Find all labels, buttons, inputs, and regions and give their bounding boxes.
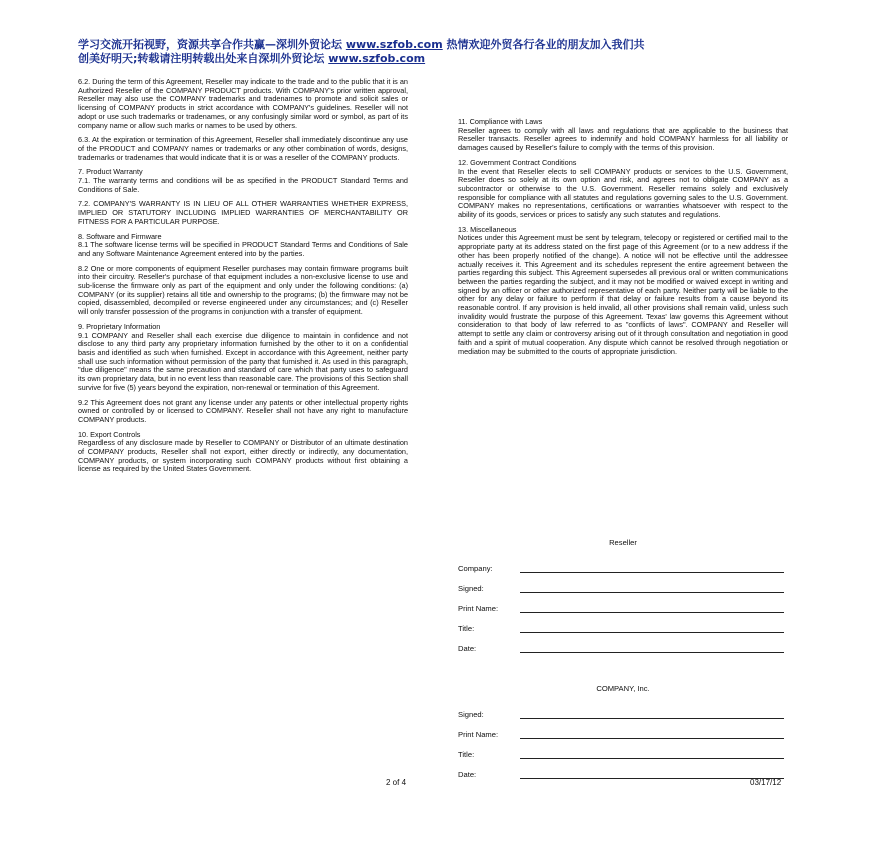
- reseller-signature-block: [458, 538, 788, 653]
- clause-7-2: 7.2. COMPANY'S WARRANTY IS IN LIEU OF ALL OTHER WARRANTIES WHETHER EXPRESS, IMPLIED OR STATUTORY INCLUDING IMPLIED WARRANTIES OF MERCHANTABILITY OR FITNESS FOR A PARTICULAR PURPOSE.: [78, 199, 408, 226]
- clause-11: Reseller agrees to comply with all laws and regulations that are applicable to the business that Reseller transacts. Reseller agrees to indemnify and hold COMPANY harmless for all liability or damages caused by Reseller's failure to comply with the terms of this provision.: [458, 125, 788, 153]
- company-title-row[interactable]: [458, 739, 788, 759]
- clause-7-1: 7.1. The warranty terms and conditions will be as specified in the PRODUCT Standard Terms and Conditions of Sale.: [78, 176, 408, 194]
- heading-10: 10. Export Controls: [78, 429, 141, 439]
- heading-12: 12. Government Contract Conditions: [458, 157, 577, 167]
- signature-line[interactable]: [520, 582, 784, 593]
- reseller-title: Reseller: [609, 538, 637, 547]
- signature-line[interactable]: [520, 708, 784, 719]
- heading-8: 8. Software and Firmware: [78, 231, 162, 241]
- reseller-title-row[interactable]: [458, 613, 788, 633]
- footer-date: 03/17/12: [750, 778, 782, 787]
- field-label: Print Name:: [458, 604, 499, 613]
- reseller-company-row[interactable]: [458, 553, 788, 573]
- banner-text-2: 创美好明天;转载请注明转载出处来自深圳外贸论坛: [78, 52, 325, 65]
- clause-12: In the event that Reseller elects to sell COMPANY products or services to the U.S. Government, Reseller does so solely at its own option and risk, and agrees not to obligate COMPANY as a subcontractor or otherwise to the U.S. Government. Reseller remains solely and exclusively responsible for compliance with all statutes and regulations governing sales to the U.S. Government. COMPANY makes no representations, certifications or warranties whatsoever with respect to the ability of its goods, services or prices to satisfy any such statutes and regulations.: [458, 166, 788, 220]
- clause-10: Regardless of any disclosure made by Reseller to COMPANY or Distributor of an ultimate destination of COMPANY products, Reseller shall not export, either directly or indirectly, any documentation, COMPANY products, or system incorporating such COMPANY products without first obtaining a license as required by the United States Government.: [78, 438, 408, 474]
- reseller-date-row[interactable]: [458, 633, 788, 653]
- heading-11: 11. Compliance with Laws: [458, 117, 543, 126]
- forum-banner: [78, 38, 798, 66]
- right-column: [458, 118, 788, 362]
- clause-13: Notices under this Agreement must be sent by telegram, telecopy or registered or certified mail to the appropriate party at its address stated on the first page of this Agreement (or to a new address if the other has been properly notified of the change). A notice will not be effective until the addressee actually receives it. This Agreement and its schedules represent the entire agreement between the parties regarding this subject. This Agreement supersedes all previous oral or written communications between the parties regarding the subject, and it may not be modified or waived except in writing and signed by an officer or other authorized representative of each party. Neither party will be liable to the other for any delay or failure to perform if that delay or failure results from a cause beyond its reasonable control. If any provision is held invalid, all other provisions shall remain valid, unless such invalidity would frustrate the purpose of this Agreement. Texas' law governs this Agreement without consideration to that body of law referred to as "conflicts of laws". COMPANY and Reseller will attempt to settle any claim or controversy arising out of it through consultation and negotiation in good faith and a spirit of mutual cooperation. Any dispute which cannot be resolved through negotiation or mediation may be submitted to the courts of appropriate jurisdiction.: [458, 233, 788, 356]
- field-label: Signed:: [458, 584, 484, 593]
- field-label: Date:: [458, 770, 477, 779]
- clause-8-2: 8.2 One or more components of equipment Reseller purchases may contain firmware programs built into their circuitry. Reseller's purchase of that equipment includes a non-exclusive license to use and sub-license the firmware only as part of the equipment and only under the following conditions: (a) COMPANY (or its supplier) retains all title and ownership to the programs; (b) the firmware may not be copied, disassembled, decompiled or reverse engineered under any circumstances; and (c) Reseller will only transfer possession of the programs in conjunction with a transfer of equipment.: [78, 263, 408, 317]
- signature-line[interactable]: [520, 728, 784, 739]
- clause-9-2: 9.2 This Agreement does not grant any license under any patents or other intellectual property rights owned or controlled by or licensed to COMPANY. Reseller shall not have any right to manufacture COMPANY products.: [78, 397, 408, 424]
- banner-link-1[interactable]: www.szfob.com: [345, 38, 443, 51]
- banner-line-2: [78, 52, 798, 66]
- signature-line[interactable]: [520, 748, 784, 759]
- clause-8-1: 8.1 The software license terms will be specified in PRODUCT Standard Terms and Conditions of Sale and any Software Maintenance Agreement entered into by the parties.: [78, 240, 408, 258]
- company-title: COMPANY, Inc.: [596, 684, 650, 693]
- company-signed-row[interactable]: [458, 699, 788, 719]
- company-signature-block: [458, 684, 788, 779]
- signature-line[interactable]: [520, 642, 784, 653]
- signature-line[interactable]: [520, 602, 784, 613]
- clause-9-1: 9.1 COMPANY and Reseller shall each exercise due diligence to maintain in confidence and not disclose to any third party any proprietary information furnished by the other to it on a confidential basis and identified as such when furnished. Except in accordance with this Agreement, neither party shall use such information without permission of the party that furnished it. As used in this paragraph, "due diligence" means the same precaution and standard of care which that party uses to safeguard its own proprietary data, but in no event less than reasonable care. The provisions of this Section shall survive for five (5) years beyond the expiration, non-renewal or termination of this Agreement.: [78, 330, 408, 392]
- field-label: Print Name:: [458, 730, 499, 739]
- left-column: [78, 78, 408, 480]
- signature-line[interactable]: [520, 622, 784, 633]
- heading-9: 9. Proprietary Information: [78, 321, 161, 331]
- heading-13: 13. Miscellaneous: [458, 224, 517, 234]
- clause-6-3: 6.3. At the expiration or termination of this Agreement, Reseller shall immediately discontinue any use of the PRODUCT and COMPANY names or trademarks or any other combination of words, designs, trademarks or tradenames that would indicate that it is or was a reseller of the COMPANY products.: [78, 135, 408, 162]
- company-date-row[interactable]: [458, 759, 788, 779]
- reseller-print-name-row[interactable]: [458, 593, 788, 613]
- clause-6-2: 6.2. During the term of this Agreement, Reseller may indicate to the trade and to the public that it is an Authorized Reseller of the COMPANY PRODUCT products. With COMPANY's prior written approval, Reseller may also use the COMPANY trademarks and tradenames to promote and solicit sales or licensing of COMPANY products in strict accordance with COMPANY's guidelines. Reseller will not adopt or use such trademarks or tradenames, or any confusingly similar word or symbol, as part of its company name or allow such marks or names to be used by others.: [78, 77, 408, 130]
- reseller-signed-row[interactable]: [458, 573, 788, 593]
- heading-7: 7. Product Warranty: [78, 167, 143, 177]
- field-label: Date:: [458, 644, 477, 653]
- company-print-name-row[interactable]: [458, 719, 788, 739]
- field-label: Title:: [458, 624, 475, 633]
- field-label: Signed:: [458, 710, 484, 719]
- signature-line[interactable]: [520, 768, 784, 779]
- field-label: Company:: [458, 564, 493, 573]
- banner-text-1-tail: 热情欢迎外贸各行各业的朋友加入我们共: [446, 38, 645, 51]
- banner-line-1: [78, 38, 798, 52]
- field-label: Title:: [458, 750, 475, 759]
- banner-link-2[interactable]: www.szfob.com: [328, 52, 426, 65]
- signature-line[interactable]: [520, 562, 784, 573]
- page-number: 2 of 4: [386, 778, 407, 787]
- banner-text-1: 学习交流开拓视野，资源共享合作共赢—深圳外贸论坛: [78, 38, 342, 51]
